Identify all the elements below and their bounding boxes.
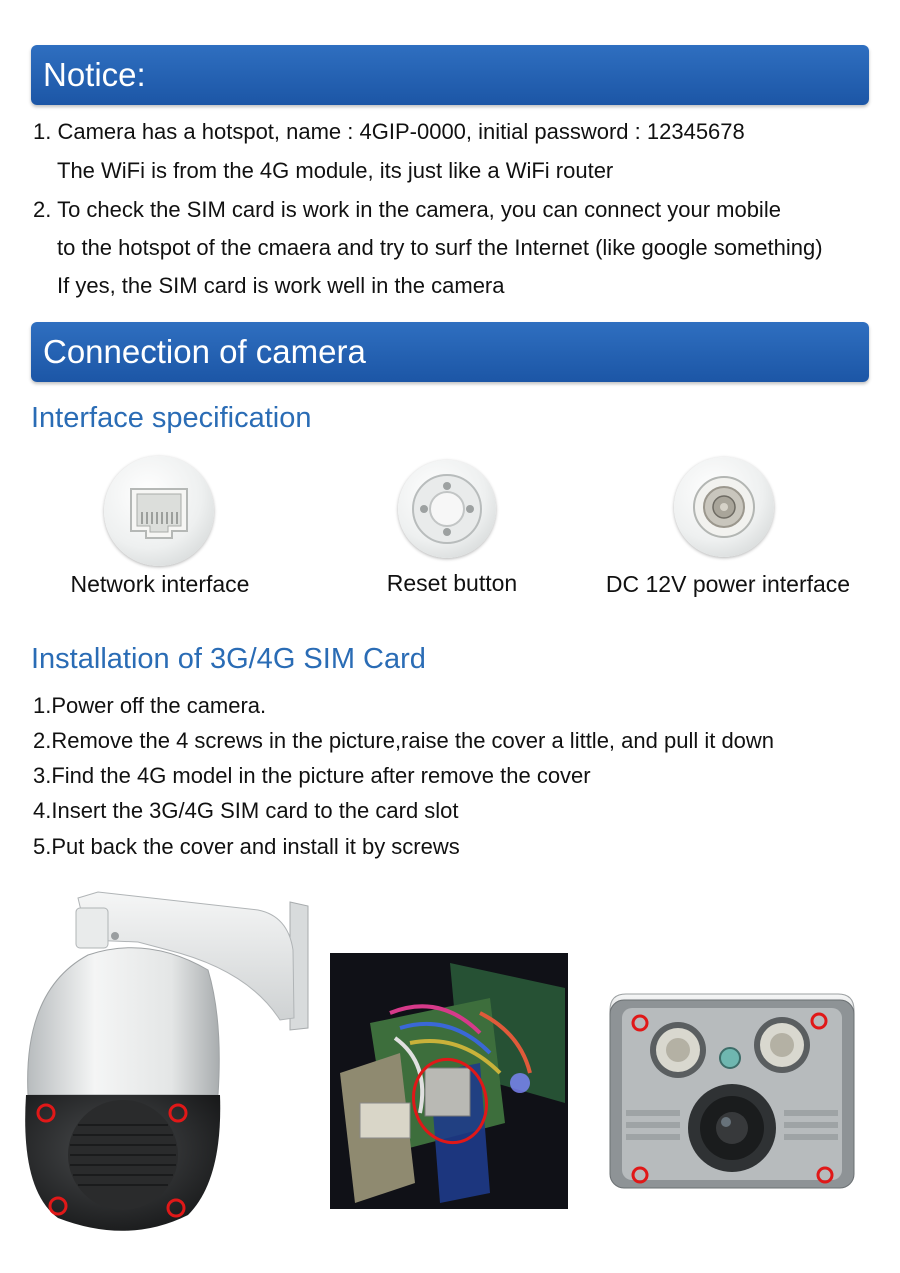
ptz-dome-camera-photo bbox=[18, 880, 318, 1260]
install-step-4: 4.Insert the 3G/4G SIM card to the card slot bbox=[33, 798, 459, 823]
notice-line-3: 2. To check the SIM card is work in the camera, you can connect your mobile bbox=[33, 197, 781, 222]
notice-line-1: 1. Camera has a hotspot, name : 4GIP-0000, initial password : 12345678 bbox=[33, 119, 745, 144]
install-step-3: 3.Find the 4G model in the picture after remove the cover bbox=[33, 763, 591, 788]
connection-title: Connection of camera bbox=[43, 333, 366, 370]
reset-button-icon bbox=[398, 460, 496, 558]
reset-button-label: Reset button bbox=[386, 570, 518, 596]
dc-power-jack-icon bbox=[674, 457, 774, 557]
network-interface-label: Network interface bbox=[70, 571, 250, 597]
pcb-4g-module-photo bbox=[330, 953, 568, 1209]
install-step-5: 5.Put back the cover and install it by screws bbox=[33, 834, 460, 859]
notice-line-5: If yes, the SIM card is work well in the camera bbox=[57, 273, 505, 298]
ethernet-port-icon bbox=[104, 456, 214, 566]
dc-power-label: DC 12V power interface bbox=[605, 571, 851, 597]
notice-title: Notice: bbox=[43, 56, 146, 93]
notice-line-4: to the hotspot of the cmaera and try to surf the Internet (like google something) bbox=[57, 235, 823, 260]
connection-banner bbox=[31, 322, 869, 382]
install-step-1: 1.Power off the camera. bbox=[33, 693, 267, 718]
notice-banner bbox=[31, 45, 869, 105]
installation-heading: Installation of 3G/4G SIM Card bbox=[31, 643, 426, 675]
notice-line-2: The WiFi is from the 4G module, its just like a WiFi router bbox=[57, 158, 614, 183]
bullet-camera-front-photo bbox=[606, 990, 858, 1192]
interface-heading: Interface specification bbox=[31, 402, 312, 434]
install-step-2: 2.Remove the 4 screws in the picture,raise the cover a little, and pull it down bbox=[33, 728, 775, 753]
